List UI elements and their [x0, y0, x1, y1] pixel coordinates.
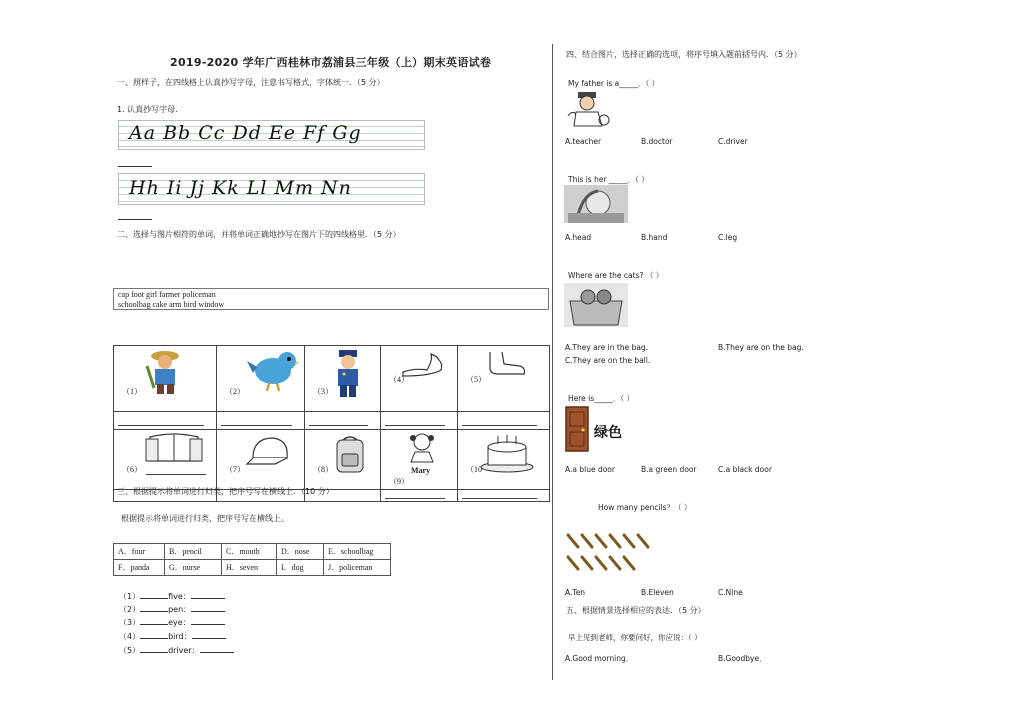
- option-b[interactable]: B.a green door: [641, 465, 697, 474]
- item-number: （2）: [119, 605, 141, 614]
- option-c[interactable]: C.a black door: [718, 465, 772, 474]
- word-cell: E．schoolbag: [324, 544, 391, 560]
- option-a[interactable]: A.They are in the bag.: [565, 343, 649, 352]
- copy-grid-row1: [118, 120, 425, 150]
- classify-item: [119, 631, 226, 642]
- answer-cell: [305, 412, 381, 430]
- option-c[interactable]: C.leg: [718, 233, 738, 242]
- answer-line: [462, 498, 537, 499]
- answer-blank[interactable]: [140, 645, 168, 653]
- door-icon: [565, 406, 589, 452]
- picture-table: [113, 345, 550, 502]
- word-cell: I．dog: [277, 560, 324, 576]
- word-bank-line2: schoolbag cake arm bird window: [118, 300, 225, 309]
- question-text: 早上见到老师，你要问好，你应说：（ ）: [568, 633, 702, 642]
- question-text: This is her _____．（ ）: [568, 175, 649, 184]
- picture-cell: [217, 346, 305, 412]
- cell-number: （5）: [466, 375, 486, 384]
- option-b[interactable]: B.They are on the bag.: [718, 343, 804, 352]
- page-title: 2019-2020 学年广西桂林市荔浦县三年级（上）期末英语试卷: [170, 56, 492, 69]
- classify-item: [119, 604, 225, 615]
- girl-name-caption: Mary: [411, 466, 431, 475]
- cap-icon: [245, 434, 293, 468]
- picture-cell: [114, 346, 217, 412]
- question-text: How many pencils？（ ）: [598, 503, 692, 512]
- word-cell: A．four: [114, 544, 165, 560]
- option-a[interactable]: A.a blue door: [565, 465, 615, 474]
- cell-number: （4）: [389, 375, 409, 384]
- section4-heading: 四、结合图片，选择正确的选项，将序号填入题前括号内．（5 分）: [566, 50, 802, 59]
- answer-blank[interactable]: [192, 631, 226, 639]
- cell-number: （8）: [313, 465, 333, 474]
- schoolbag-icon: [333, 434, 367, 474]
- question-text: My father is a_____．（ ）: [568, 79, 660, 88]
- answer-blank[interactable]: [191, 591, 225, 599]
- answer-blank[interactable]: [140, 631, 168, 639]
- doctor-icon: [564, 90, 614, 128]
- answer-blank[interactable]: [140, 617, 168, 625]
- word-bank-line1: cap foot girl farmer policeman: [118, 290, 216, 299]
- option-a[interactable]: A.teacher: [565, 137, 602, 146]
- classify-item: [119, 645, 234, 656]
- word-cell: F．panda: [114, 560, 165, 576]
- word-cell: B．pencil: [165, 544, 222, 560]
- option-a[interactable]: A.Good morning．: [565, 654, 634, 663]
- cell-number: （3）: [313, 387, 333, 396]
- picture-cell: [114, 430, 217, 490]
- answer-line: [118, 166, 152, 167]
- option-c[interactable]: C.driver: [718, 137, 748, 146]
- word-classify-table: [113, 543, 391, 576]
- item-word: pen：: [168, 605, 192, 614]
- answer-line: [221, 425, 292, 426]
- item-number: （4）: [119, 632, 141, 641]
- word-cell: H．seven: [222, 560, 277, 576]
- window-icon: [144, 433, 204, 463]
- option-a[interactable]: A.head: [565, 233, 592, 242]
- item-number: （1）: [119, 592, 141, 601]
- cake-icon: [480, 433, 534, 473]
- word-cell: D．nose: [277, 544, 324, 560]
- answer-blank[interactable]: [200, 645, 234, 653]
- classify-item: [119, 591, 225, 602]
- girl-icon: [409, 432, 435, 464]
- answer-line: [146, 474, 206, 475]
- column-divider: [552, 44, 553, 680]
- pencils-icon: [564, 531, 664, 575]
- answer-blank[interactable]: [191, 617, 225, 625]
- section1-heading: 一、照样子，在四线格上认真抄写字母，注意书写格式，字体统一．（5 分）: [117, 78, 385, 87]
- color-label: 绿色: [594, 425, 622, 441]
- answer-line: [118, 219, 152, 220]
- option-c[interactable]: C.Nine: [718, 588, 743, 597]
- cell-number: （7）: [225, 465, 245, 474]
- cell-number: （6）: [122, 465, 142, 474]
- copy-letters-row2: Hh Ii Jj Kk Ll Mm Nn: [129, 177, 352, 199]
- answer-cell: [114, 412, 217, 430]
- option-b[interactable]: B.Goodbye．: [718, 654, 767, 663]
- answer-line: [385, 498, 445, 499]
- picture-cell: [381, 346, 458, 412]
- option-b[interactable]: B.Eleven: [641, 588, 674, 597]
- picture-cell: [217, 430, 305, 490]
- section3-heading: 三、根据提示将单词进行归类，把序号写在横线上．（10 分）: [117, 487, 334, 496]
- option-b[interactable]: B.hand: [641, 233, 668, 242]
- item-number: （3）: [119, 618, 141, 627]
- picture-cell: [305, 346, 381, 412]
- word-bank: [113, 288, 549, 310]
- item-word: five：: [168, 592, 191, 601]
- farmer-icon: [142, 348, 188, 396]
- item-word: driver：: [168, 646, 200, 655]
- answer-line: [309, 425, 368, 426]
- copy-letters-row1: Aa Bb Cc Dd Ee Ff Gg: [129, 122, 362, 144]
- option-b[interactable]: B.doctor: [641, 137, 673, 146]
- copy-grid-row2: [118, 173, 425, 205]
- section1-item: 1. 认真抄写字母．: [117, 105, 184, 114]
- section5-heading: 五、根据情景选择相应的表达．（5 分）: [566, 606, 706, 615]
- item-number: （5）: [119, 646, 141, 655]
- answer-cell: [381, 412, 458, 430]
- picture-cell: [458, 430, 550, 490]
- answer-line: [118, 425, 204, 426]
- policeman-icon: [331, 348, 365, 398]
- option-a[interactable]: A.Ten: [565, 588, 586, 597]
- head-hurt-icon: [564, 185, 628, 223]
- answer-cell: [458, 412, 550, 430]
- cell-number: （1）: [122, 387, 142, 396]
- item-word: bird：: [168, 632, 192, 641]
- classify-item: [119, 617, 225, 628]
- bird-icon: [245, 349, 299, 393]
- picture-cell: [458, 346, 550, 412]
- answer-line: [385, 425, 445, 426]
- cats-in-bag-icon: [564, 283, 628, 327]
- answer-blank[interactable]: [140, 591, 168, 599]
- picture-cell: [381, 430, 458, 490]
- word-cell: J．policeman: [324, 560, 391, 576]
- cell-number: （2）: [225, 387, 245, 396]
- word-cell: G．nurse: [165, 560, 222, 576]
- answer-cell: [217, 412, 305, 430]
- answer-cell: [381, 490, 458, 502]
- answer-blank[interactable]: [140, 604, 168, 612]
- answer-blank[interactable]: [191, 604, 225, 612]
- cell-number: （9）: [389, 477, 409, 486]
- picture-cell: [305, 430, 381, 490]
- question-text: Where are the cats? （ ）: [568, 271, 664, 280]
- section2-heading: 二、选择与图片相符的单词，并将单词正确地抄写在图片下的四线格里．（5 分）: [117, 230, 401, 239]
- question-text: Here is_____．（ ）: [568, 394, 635, 403]
- item-word: eye：: [168, 618, 191, 627]
- answer-line: [462, 425, 537, 426]
- section3-instruction: 根据提示将单词进行归类，把序号写在横线上。: [121, 514, 289, 523]
- word-cell: C．mouth: [222, 544, 277, 560]
- answer-cell: [458, 490, 550, 502]
- foot-icon: [486, 350, 528, 378]
- cell-number: （10: [466, 465, 482, 474]
- option-c[interactable]: C.They are on the ball.: [565, 356, 651, 365]
